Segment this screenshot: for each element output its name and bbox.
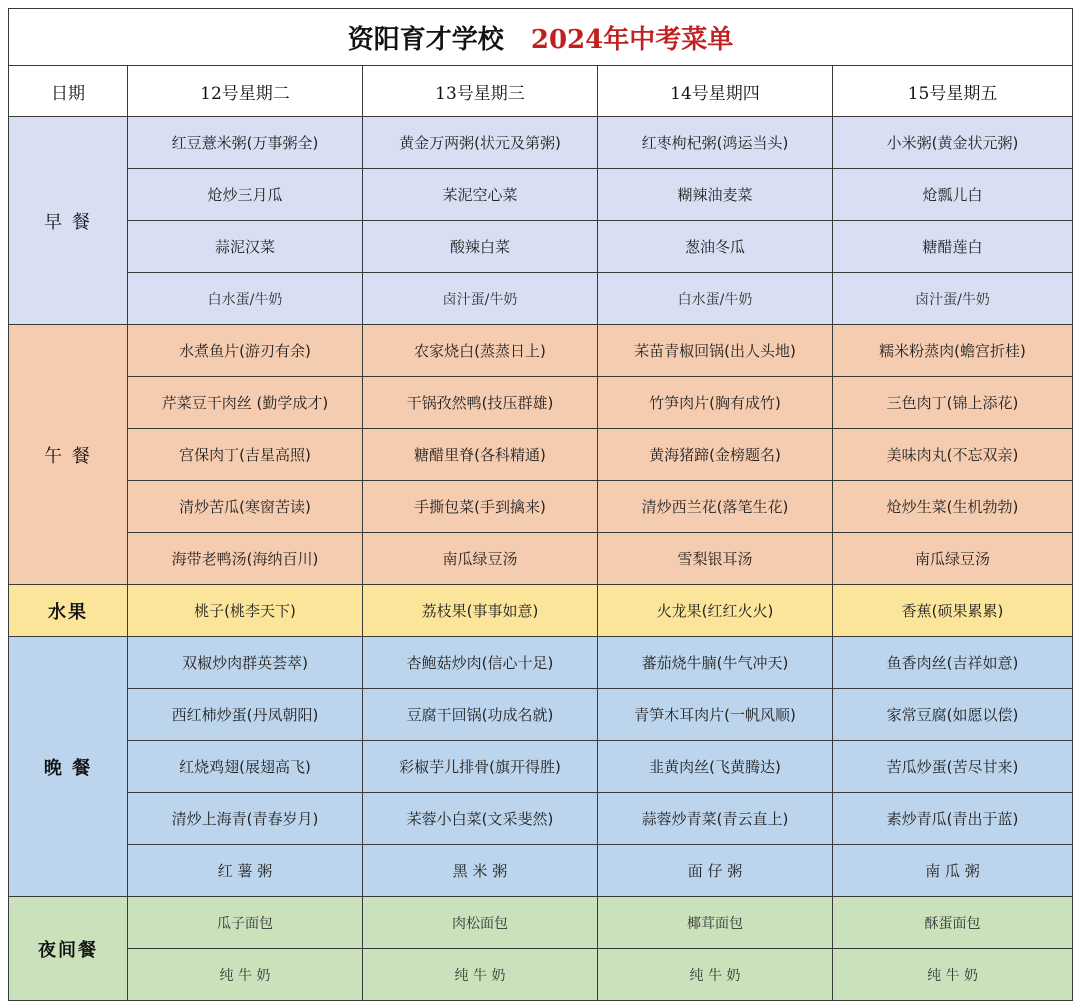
title-row (9, 9, 1073, 66)
dinner-dish: 青笋木耳肉片(一帆风顺) (598, 689, 833, 741)
dinner-dish: 蒜蓉炒青菜(青云直上) (598, 793, 833, 845)
dinner-dish: 䒩蓉小白菜(文采斐然) (363, 793, 598, 845)
lunch-dish: 美味肉丸(不忘双亲) (833, 429, 1073, 481)
school-name: 资阳育才学校 (347, 24, 504, 55)
dinner-row (9, 689, 1073, 741)
night-dish: 纯 牛 奶 (363, 949, 598, 1001)
lunch-dish: 水煮鱼片(游刃有余) (128, 325, 363, 377)
night-row (9, 897, 1073, 949)
night-dish: 酥蛋面包 (833, 897, 1073, 949)
menu-title: 2024年中考菜单 (530, 24, 734, 55)
menu-table (8, 8, 1073, 1001)
night-label: 夜间餐 (9, 897, 128, 1001)
breakfast-dish: 䒩泥空心菜 (363, 169, 598, 221)
dinner-row (9, 793, 1073, 845)
dinner-dish: 家常豆腐(如愿以偿) (833, 689, 1073, 741)
breakfast-dish: 糊辣油麦菜 (598, 169, 833, 221)
dinner-dish: 黑 米 粥 (363, 845, 598, 897)
dinner-dish: 红 薯 粥 (128, 845, 363, 897)
dinner-dish: 彩椒芋儿排骨(旗开得胜) (363, 741, 598, 793)
lunch-dish: 海带老鸭汤(海纳百川) (128, 533, 363, 585)
night-dish: 瓜子面包 (128, 897, 363, 949)
lunch-row (9, 481, 1073, 533)
lunch-dish: 手撕包菜(手到擒来) (363, 481, 598, 533)
day-header: 14号星期四 (598, 66, 833, 117)
breakfast-dish: 蒜泥汉菜 (128, 221, 363, 273)
fruit-dish: 荔枝果(事事如意) (363, 585, 598, 637)
lunch-dish: 雪梨银耳汤 (598, 533, 833, 585)
breakfast-row (9, 169, 1073, 221)
dinner-dish: 素炒青瓜(青出于蓝) (833, 793, 1073, 845)
dinner-dish: 豆腐干回锅(功成名就) (363, 689, 598, 741)
breakfast-row (9, 273, 1073, 325)
night-dish: 椰茸面包 (598, 897, 833, 949)
lunch-dish: 糖醋里脊(各科精通) (363, 429, 598, 481)
breakfast-dish: 葱油冬瓜 (598, 221, 833, 273)
lunch-dish: 南瓜绿豆汤 (363, 533, 598, 585)
night-dish: 纯 牛 奶 (598, 949, 833, 1001)
breakfast-dish: 糖醋莲白 (833, 221, 1073, 273)
lunch-dish: 南瓜绿豆汤 (833, 533, 1073, 585)
dinner-row (9, 845, 1073, 897)
day-header: 13号星期三 (363, 66, 598, 117)
dinner-dish: 西红柿炒蛋(丹凤朝阳) (128, 689, 363, 741)
breakfast-row (9, 221, 1073, 273)
lunch-dish: 干锅孜然鸭(技压群雄) (363, 377, 598, 429)
lunch-dish: 竹笋肉片(胸有成竹) (598, 377, 833, 429)
dinner-dish: 双椒炒肉群英荟萃) (128, 637, 363, 689)
breakfast-dish: 卤汁蛋/牛奶 (833, 273, 1073, 325)
lunch-row (9, 429, 1073, 481)
dinner-dish: 面 仔 粥 (598, 845, 833, 897)
breakfast-dish: 白水蛋/牛奶 (598, 273, 833, 325)
lunch-row (9, 533, 1073, 585)
fruit-dish: 香蕉(硕果累累) (833, 585, 1073, 637)
breakfast-dish: 卤汁蛋/牛奶 (363, 273, 598, 325)
dinner-row (9, 637, 1073, 689)
lunch-dish: 农家烧白(蒸蒸日上) (363, 325, 598, 377)
lunch-row (9, 377, 1073, 429)
lunch-dish: 䒩苗青椒回锅(出人头地) (598, 325, 833, 377)
lunch-dish: 清炒苦瓜(寒窗苦读) (128, 481, 363, 533)
breakfast-dish: 黄金万两粥(状元及第粥) (363, 117, 598, 169)
lunch-dish: 糯米粉蒸肉(蟾宫折桂) (833, 325, 1073, 377)
day-header: 12号星期二 (128, 66, 363, 117)
lunch-dish: 清炒西兰花(落笔生花) (598, 481, 833, 533)
fruit-dish: 火龙果(红红火火) (598, 585, 833, 637)
dinner-dish: 苦瓜炒蛋(苦尽甘来) (833, 741, 1073, 793)
dinner-dish: 鱼香肉丝(吉祥如意) (833, 637, 1073, 689)
breakfast-dish: 红豆薏米粥(万事粥全) (128, 117, 363, 169)
lunch-dish: 黄海猪蹄(金榜题名) (598, 429, 833, 481)
night-dish: 肉松面包 (363, 897, 598, 949)
date-column-header: 日期 (9, 66, 128, 117)
breakfast-row (9, 117, 1073, 169)
breakfast-dish: 白水蛋/牛奶 (128, 273, 363, 325)
fruit-dish: 桃子(桃李天下) (128, 585, 363, 637)
breakfast-dish: 酸辣白菜 (363, 221, 598, 273)
lunch-dish: 三色肉丁(锦上添花) (833, 377, 1073, 429)
breakfast-dish: 红枣枸杞粥(鸿运当头) (598, 117, 833, 169)
night-row (9, 949, 1073, 1001)
lunch-label: 午 餐 (9, 325, 128, 585)
day-header: 15号星期五 (833, 66, 1073, 117)
page-title (9, 9, 1073, 66)
fruit-label: 水果 (9, 585, 128, 637)
dinner-dish: 蕃茄烧牛腩(牛气冲天) (598, 637, 833, 689)
dinner-dish: 南 瓜 粥 (833, 845, 1073, 897)
dinner-dish: 韭黄肉丝(飞黄腾达) (598, 741, 833, 793)
menu-sheet (8, 8, 1072, 1004)
dinner-label: 晚 餐 (9, 637, 128, 897)
dinner-dish: 杏鲍菇炒肉(信心十足) (363, 637, 598, 689)
dinner-dish: 红烧鸡翅(展翅高飞) (128, 741, 363, 793)
night-dish: 纯 牛 奶 (128, 949, 363, 1001)
lunch-dish: 宫保肉丁(吉星高照) (128, 429, 363, 481)
breakfast-dish: 炝炒三月瓜 (128, 169, 363, 221)
lunch-dish: 芹菜豆干肉丝 (勤学成才) (128, 377, 363, 429)
lunch-dish: 炝炒生菜(生机勃勃) (833, 481, 1073, 533)
breakfast-dish: 炝瓢儿白 (833, 169, 1073, 221)
dinner-dish: 清炒上海青(青春岁月) (128, 793, 363, 845)
dinner-row (9, 741, 1073, 793)
header-row (9, 66, 1073, 117)
breakfast-label: 早 餐 (9, 117, 128, 325)
lunch-row (9, 325, 1073, 377)
night-dish: 纯 牛 奶 (833, 949, 1073, 1001)
breakfast-dish: 小米粥(黄金状元粥) (833, 117, 1073, 169)
fruit-row (9, 585, 1073, 637)
